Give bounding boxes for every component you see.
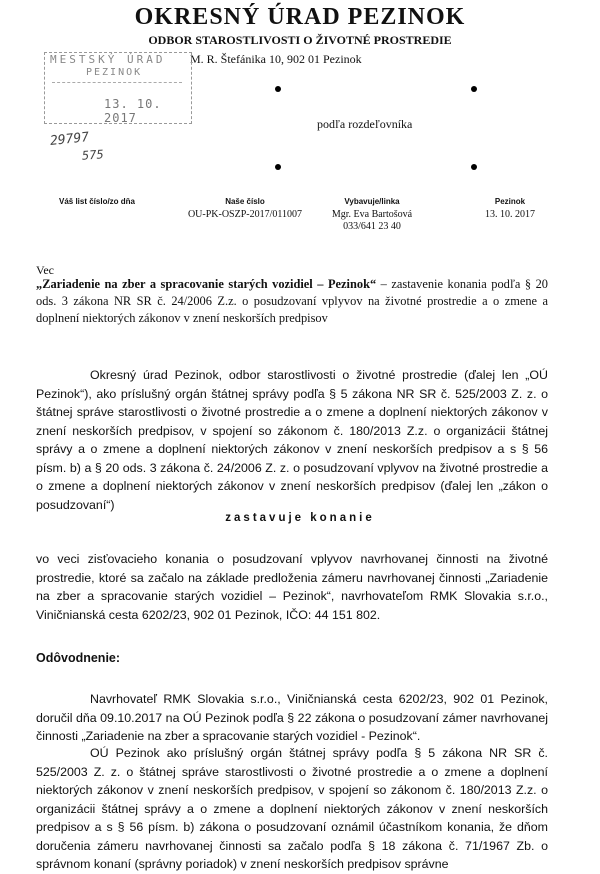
handler-label: Vybavuje/linka bbox=[344, 197, 400, 206]
address-window-mark-tr bbox=[471, 86, 477, 92]
reasoning-paragraph-1: Navrhovateľ RMK Slovakia s.r.o., Viničnianská cesta 6202/23, 902 01 Pezinok, doručil dňa 09.10.2017 na OÚ Pezinok podľa § 22 zákona o posudzovaní zámer navrhovanej činnosti „Zariadenie na zber a spracovanie starých vozidiel - Pezinok“. bbox=[36, 692, 548, 743]
subject-label: Vec bbox=[36, 263, 54, 277]
department-name: ODBOR STAROSTLIVOSTI O ŽIVOTNÉ PROSTREDIE bbox=[148, 33, 452, 47]
intro-paragraph: Okresný úrad Pezinok, odbor starostlivosti o životné prostredie (ďalej len „OÚ Pezinok“), ako príslušný orgán štátnej správy podľa § 5 zákona NR SR č. 525/2003 Z. z. o štátnej správe starostlivosti o životné prostredie a o zmene a doplnení niektorých zákonov v znení neskorších predpisov, v spojení so zákonom č. 180/2013 Z.z. o organizácii štátnej správy a o zmene a doplnení niektorých zákonov v znení neskorších predpisov a s § 56 písm. b) a § 20 ods. 3 zákona č. 24/2006 Z. z. o posudzovaní vplyvov na životné prostredie a o zmene a doplnení niektorých zákonov v znení neskorších predpisov (ďalej len „zákon o posudzovaní“) bbox=[36, 368, 548, 512]
subject-title: „Zariadenie na zber a spracovanie starých vozidiel – Pezinok“ bbox=[36, 277, 377, 291]
reasoning-paragraph-2: OÚ Pezinok ako príslušný orgán štátnej správy podľa § 5 zákona NR SR č. 525/2003 Z. z. o štátnej správe starostlivosti o životné prostredie a o zmene a doplnení niektorých zákonov v znení neskorších predpisov, v spojení so zákonom č. 180/2013 Z.z. o organizácii štátnej správy a o zmene a doplnení niektorých zákonov v znení neskorších predpisov a s § 56 písm. b) zákona o posudzovaní oznámil účastníkom konania, že dňom doručenia zámeru navrhovanej činnosti sa začalo podľa § 18 zákona č. 71/1967 Zb. o správnom konaní (správny poriadok) v znení neskorších predpisov správne bbox=[36, 746, 548, 871]
stamp-date: 13. 10. 2017 bbox=[104, 97, 162, 125]
office-title: OKRESNÝ ÚRAD PEZINOK bbox=[134, 4, 466, 30]
decision-heading: zastavuje konanie bbox=[225, 512, 375, 524]
handwritten-file-number: 575 bbox=[81, 147, 105, 163]
office-address: M. R. Štefánika 10, 902 01 Pezinok bbox=[190, 52, 362, 66]
stamp-office: PEZINOK bbox=[86, 67, 143, 78]
stamp-name: MESTSKÝ ÚRAD bbox=[50, 53, 166, 66]
recipient: podľa rozdeľovníka bbox=[317, 117, 413, 131]
handler-phone: 033/641 23 40 bbox=[343, 221, 401, 232]
document-date: 13. 10. 2017 bbox=[485, 209, 535, 220]
handwritten-registry-number: 29797 bbox=[49, 129, 90, 150]
your-letter-label: Váš list číslo/zo dňa bbox=[58, 197, 136, 206]
place-label: Pezinok bbox=[494, 197, 526, 206]
reasoning-heading: Odôvodnenie: bbox=[36, 651, 121, 665]
our-number-label: Naše číslo bbox=[225, 197, 265, 206]
registry-stamp bbox=[44, 52, 192, 162]
stamp-divider bbox=[52, 82, 182, 83]
subject-text: – zastavenie konania podľa § 20 ods. 3 zákona NR SR č. 24/2006 Z.z. o posudzovaní vplyvov na životné prostredie a o zmene a doplnení niektorých zákonov v znení neskorších predpisov bbox=[36, 277, 548, 325]
subject bbox=[36, 276, 548, 327]
address-window-mark-br bbox=[471, 164, 477, 170]
handler-name: Mgr. Eva Bartošová bbox=[331, 209, 413, 220]
address-window-mark-tl bbox=[275, 86, 281, 92]
our-number: OU-PK-OSZP-2017/011007 bbox=[187, 209, 303, 220]
address-window-mark-bl bbox=[275, 164, 281, 170]
matter-paragraph: vo veci zisťovacieho konania o posudzovaní vplyvov navrhovanej činnosti na životné prostredie, ktoré sa začalo na základe predloženia zámeru navrhovanej činnosti „Zariadenie na zber a spracovanie starých vozidiel – Pezinok“, navrhovateľom RMK Slovakia s.r.o., Viničnianská cesta 6202/23, 902 01 Pezinok, IČO: 44 151 802. bbox=[36, 552, 548, 622]
